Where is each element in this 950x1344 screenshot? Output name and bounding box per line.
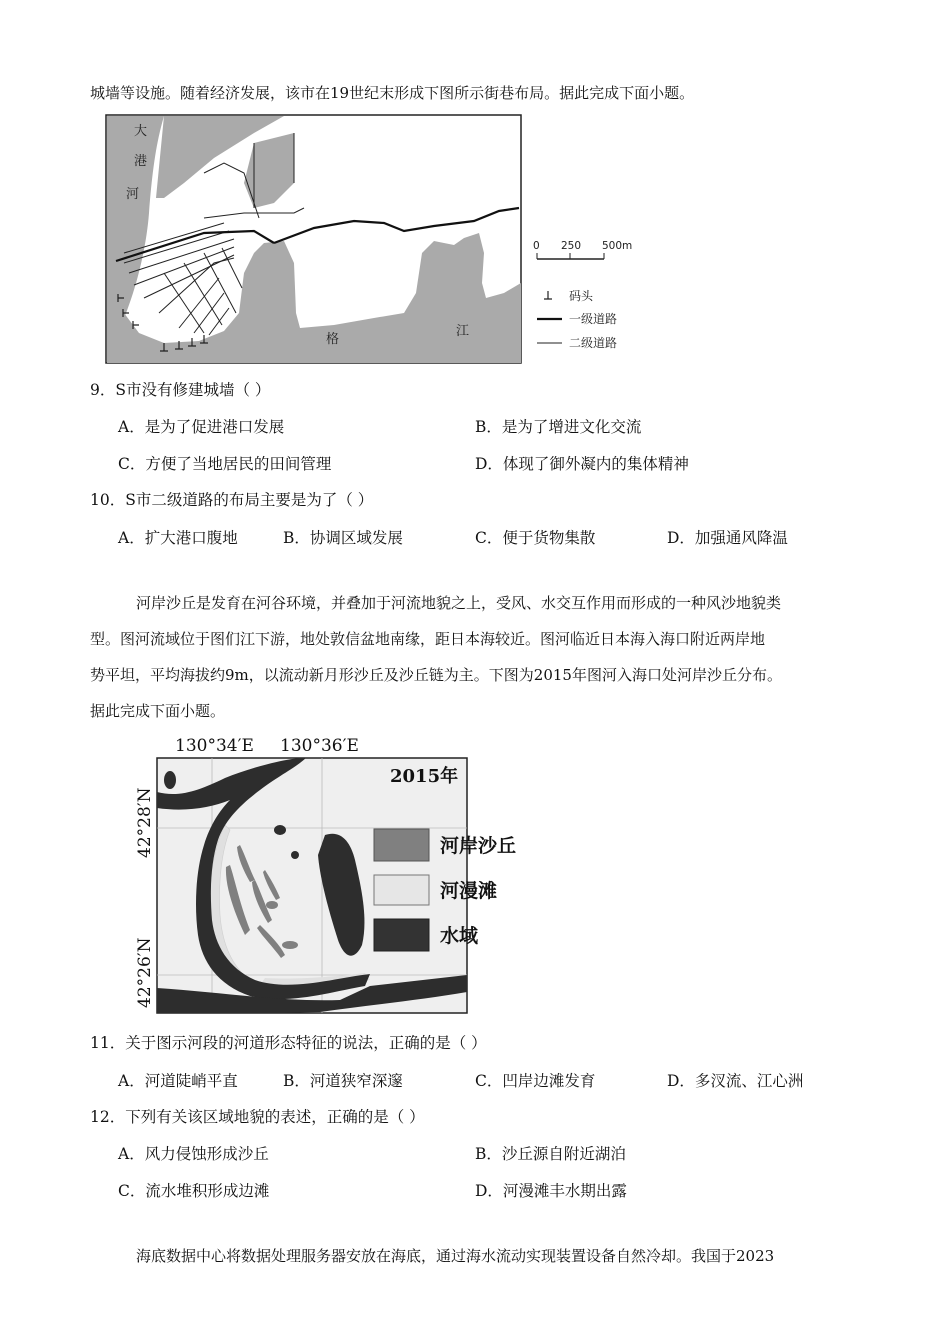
label-he: 河 <box>126 187 140 202</box>
question-10-stem: 10．S市二级道路的布局主要是为了（ ） <box>90 491 374 509</box>
q9-option-a[interactable]: A．是为了促进港口发展 <box>118 418 285 436</box>
legend-road1: 一级道路 <box>569 312 618 326</box>
legend-floodplain-swatch <box>374 875 429 905</box>
river-dune-map <box>100 730 540 1015</box>
q11-option-d[interactable]: D．多汊流、江心洲 <box>667 1072 804 1090</box>
q11-option-a[interactable]: A．河道陡峭平直 <box>118 1072 238 1090</box>
label-da: 大 <box>134 124 148 139</box>
intro-line: 城墙等设施。随着经济发展，该市在19世纪末形成下图所示街巷布局。据此完成下面小题。 <box>90 84 695 102</box>
legend-wharf: 码头 <box>569 289 594 303</box>
map1-legend <box>537 288 617 350</box>
legend-dune-swatch <box>374 829 429 861</box>
scale-tick-500: 500m <box>602 240 633 252</box>
scale-tick-0: 0 <box>533 240 540 252</box>
wharf-symbol-icon <box>544 291 552 299</box>
lon-label-2: 130°36′E <box>280 736 359 756</box>
map2-legend <box>374 829 516 951</box>
q12-option-b[interactable]: B．沙丘源自附近湖泊 <box>475 1145 626 1163</box>
q9-option-b[interactable]: B．是为了增进文化交流 <box>475 418 642 436</box>
lat-label-2: 42°26′N <box>135 937 155 1008</box>
legend-floodplain: 河漫滩 <box>440 880 498 902</box>
question-12-stem: 12．下列有关该区域地貌的表述，正确的是（ ） <box>90 1108 425 1126</box>
street-layout-map <box>104 113 634 365</box>
passage-line-1: 河岸沙丘是发育在河谷环境，并叠加于河流地貌之上，受风、水交互作用而形成的一种风沙地貌类 <box>136 594 782 612</box>
q12-option-d[interactable]: D．河漫滩丰水期出露 <box>475 1182 627 1200</box>
scale-tick-250: 250 <box>561 240 582 252</box>
q10-option-d[interactable]: D．加强通风降温 <box>667 529 788 547</box>
legend-water: 水域 <box>440 925 479 947</box>
question-9-stem: 9．S市没有修建城墙（ ） <box>90 381 271 399</box>
q10-option-c[interactable]: C．便于货物集散 <box>475 529 596 547</box>
label-gang: 港 <box>134 154 148 169</box>
q10-option-a[interactable]: A．扩大港口腹地 <box>118 529 238 547</box>
lat-label-1: 42°28′N <box>135 787 155 858</box>
passage-line-2: 型。图河流域位于图们江下游，地处敦信盆地南缘，距日本海较近。图河临近日本海入海口附近两岸地 <box>90 630 766 648</box>
label-ge: 格 <box>326 332 340 347</box>
passage-line-4: 据此完成下面小题。 <box>90 702 226 720</box>
map2-year: 2015年 <box>390 766 459 787</box>
q9-option-d[interactable]: D．体现了御外凝内的集体精神 <box>475 455 689 473</box>
q11-option-c[interactable]: C．凹岸边滩发育 <box>475 1072 596 1090</box>
lon-label-1: 130°34′E <box>175 736 254 756</box>
legend-dune: 河岸沙丘 <box>440 835 517 857</box>
q12-option-a[interactable]: A．风力侵蚀形成沙丘 <box>118 1145 269 1163</box>
q10-option-b[interactable]: B．协调区域发展 <box>283 529 403 547</box>
legend-water-swatch <box>374 919 429 951</box>
question-11-stem: 11．关于图示河段的河道形态特征的说法，正确的是（ ） <box>90 1034 487 1052</box>
q11-option-b[interactable]: B．河道狭窄深邃 <box>283 1072 403 1090</box>
label-jiang: 江 <box>456 324 470 339</box>
next-passage-line: 海底数据中心将数据处理服务器安放在海底，通过海水流动实现装置设备自然冷却。我国于2023 <box>136 1247 775 1265</box>
legend-road2: 二级道路 <box>569 336 618 350</box>
q12-option-c[interactable]: C．流水堆积形成边滩 <box>118 1182 270 1200</box>
q9-option-c[interactable]: C．方便了当地居民的田间管理 <box>118 455 332 473</box>
passage-line-3: 势平坦，平均海拔约9m，以流动新月形沙丘及沙丘链为主。下图为2015年图河入海口处河岸沙丘分布。 <box>90 666 782 684</box>
scale-bar <box>533 240 632 259</box>
